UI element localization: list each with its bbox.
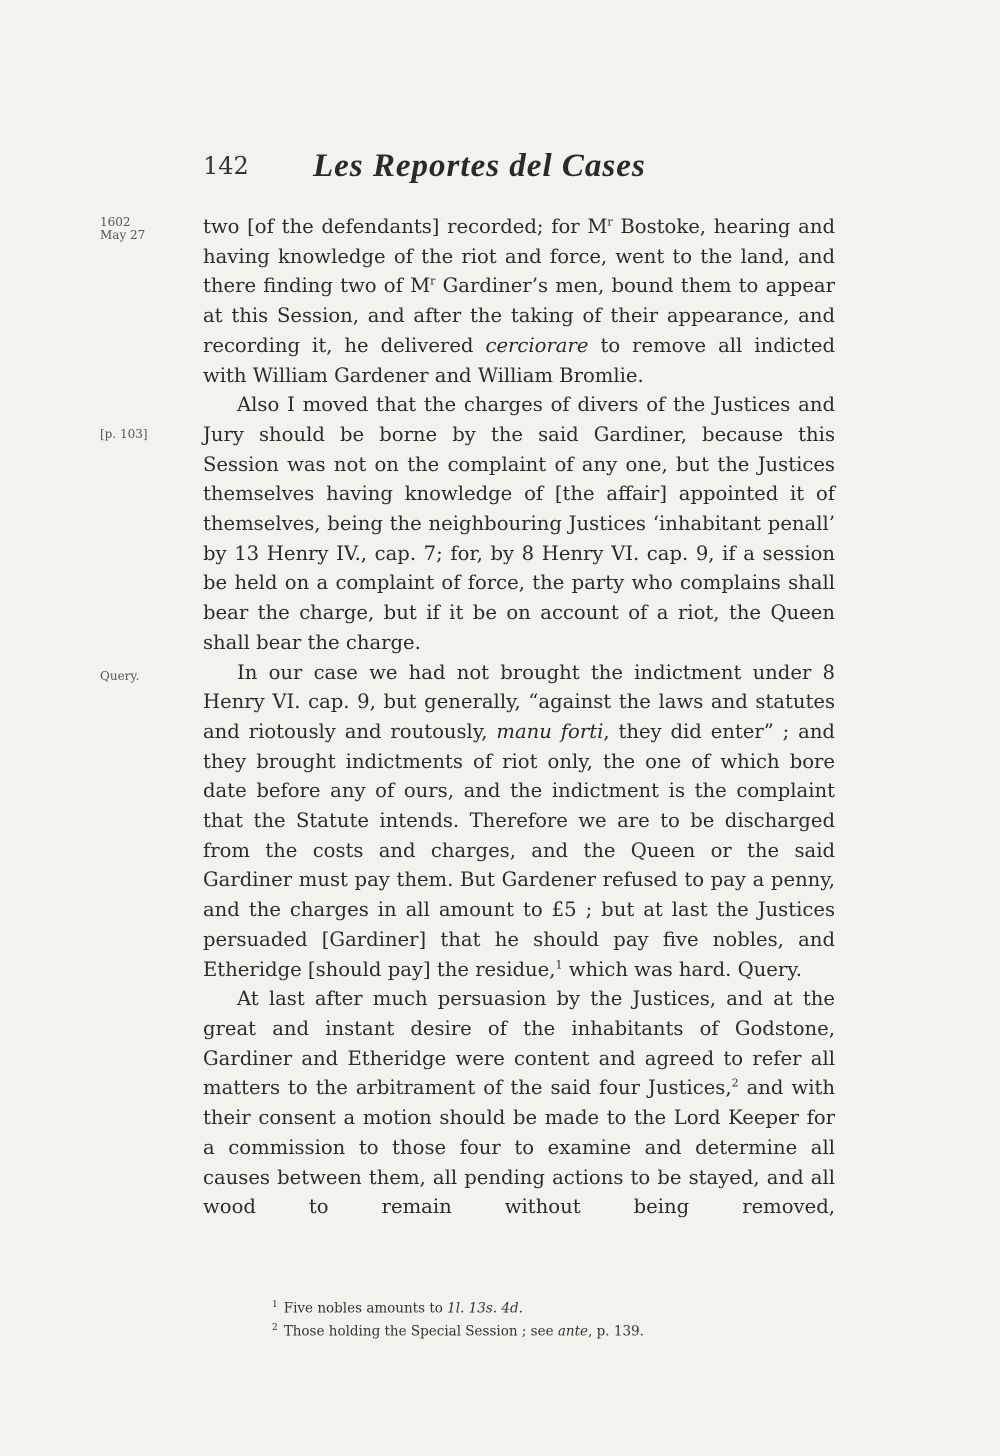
footnote-ref-1[interactable]: 1 — [555, 958, 563, 972]
paragraph-4: At last after much persuasion by the Justices, and at the great and instant desire of the inhabitants of Godstone, Gardiner and Etheridge were content and agreed to refer all matters to the arbitrament of the said four Justices,$^2$ and with their consent a motion should be made to the Lord Keeper for a commission to those four to examine and determine all causes between them, all pending actions to be stayed, and all wood to remain without being removed, — [203, 987, 835, 1219]
margin-query-note: Query. — [100, 669, 140, 683]
paragraph-2: Also I moved that the charges of divers of the Justices and Jury should be borne by the said Gardiner, because this Session was not on the complaint of any one, but the Justices themselves having knowledge of [the affair] appointed it of themselves, being the neighbouring Justices ‘inhabitant penall’ by 13 Henry IV., cap. 7; for, by 8 Henry VI. cap. 9, if a session be held on a complaint of force, the party who complains shall bear the charge, but if it be on account of a riot, the Queen shall bear the charge. — [203, 393, 835, 654]
body-text — [203, 212, 835, 1222]
page-header — [203, 148, 843, 192]
running-title: Les Reportes del Cases — [313, 148, 646, 184]
margin-year: 1602 — [100, 215, 131, 229]
paragraph-1: two [of the defendants] recorded; for M$^r$ Bostoke, hearing and having knowledge of the riot and force, went to the land, and there finding two of M$^r$ Gardiner’s men, bound them to appear at this Session, and after the taking of their appearance, and recording it, he delivered cerciorare to remove all indicted with William Gardener and William Bromlie. — [203, 215, 835, 387]
footnote-2: $^2$ Those holding the Special Session ; see ante, p. 139. — [272, 1322, 644, 1339]
footnote-ref-2[interactable]: 2 — [731, 1076, 739, 1090]
margin-page-ref: [p. 103] — [100, 427, 148, 441]
margin-date: May 27 — [100, 228, 146, 242]
paragraph-3: In our case we had not brought the indictment under 8 Henry VI. cap. 9, but generally, “against the laws and statutes and riotously and routously, manu forti, they did enter” ; and they brought indictments of riot only, the one of which bore date before any of ours, and the indictment is the complaint that the Statute intends. Therefore we are to be discharged from the costs and charges, and the Queen or the said Gardiner must pay them. But Gardener refused to pay a penny, and the charges in all amount to £5 ; but at last the Justices persuaded [Gardiner] that he should pay five nobles, and Etheridge [should pay] the residue,$^1$ which was hard. Query. — [203, 660, 835, 981]
footnotes — [272, 1296, 832, 1341]
margin-date-note — [100, 216, 180, 242]
page-number: 142 — [203, 152, 249, 180]
footnote-1: $^1$ Five nobles amounts to 1l. 13s. 4d. — [272, 1300, 523, 1317]
